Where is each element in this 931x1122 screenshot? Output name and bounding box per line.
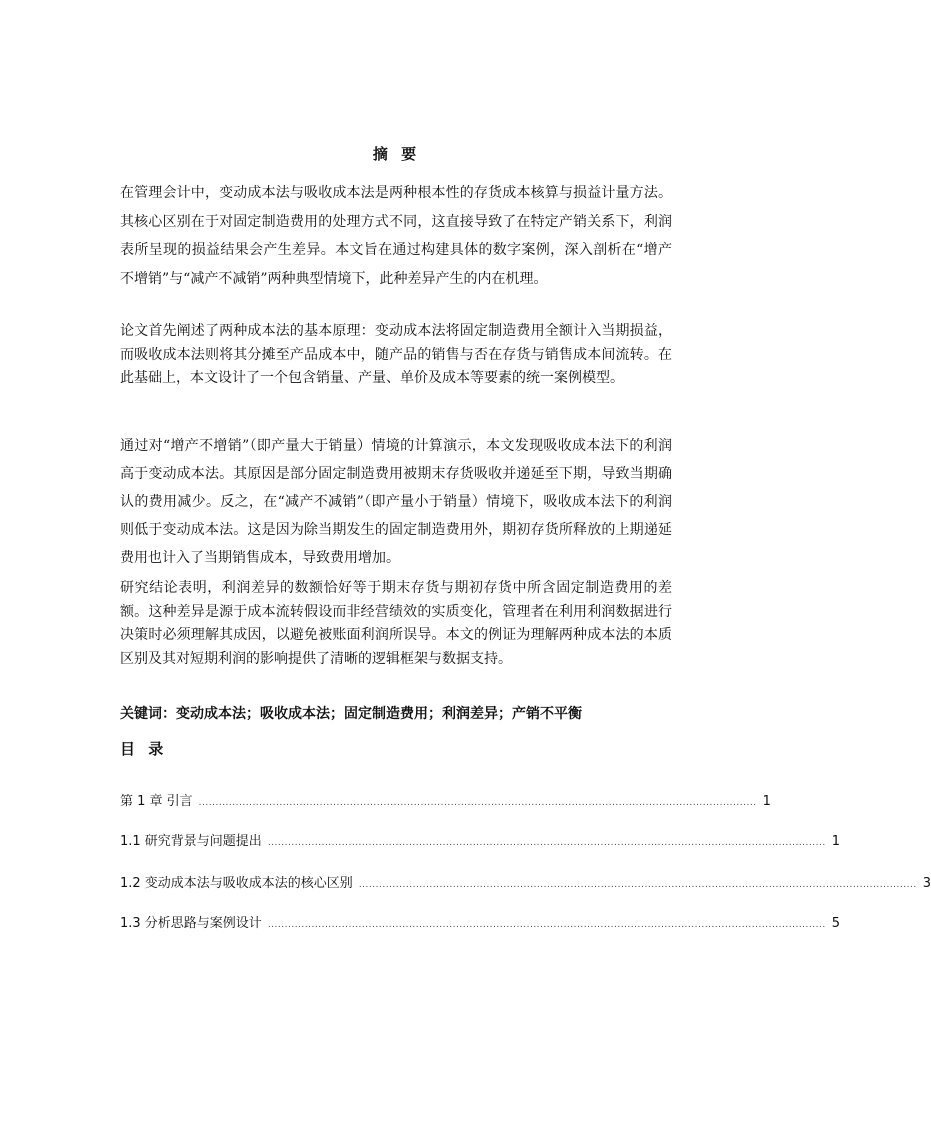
toc-dot-leader: ...................................................................................................................................................................... <box>267 838 826 848</box>
toc-dot-leader: ...................................................................................................................................................................... <box>358 880 917 890</box>
toc-entry-page: 5 <box>831 916 840 931</box>
toc-entry-label: 第 1 章 引言 <box>120 794 193 809</box>
abstract-title: 摘 要 <box>372 145 421 163</box>
toc-entry-1-2[interactable] <box>120 872 931 892</box>
toc-entry-1-1[interactable] <box>120 830 840 850</box>
toc-entry-page: 1 <box>762 794 771 809</box>
toc-title: 目 录 <box>120 740 168 758</box>
abstract-paragraph-3: 通过对“增产不增销”（即产量大于销量）情境的计算演示，本文发现吸收成本法下的利润高于变动成本法。其原因是部分固定制造费用被期末存货吸收并递延至下期，导致当期确认的费用减少。反之，在“减产不减销”（即产量小于销量）情境下，吸收成本法下的利润则低于变动成本法。这是因为除当期发生的固定制造费用外，期初存货所释放的上期递延费用也计入了当期销售成本，导致费用增加。 <box>120 438 672 566</box>
toc-entry-chapter-1[interactable] <box>120 790 771 810</box>
toc-dot-leader: ...................................................................................................................................................................... <box>198 798 757 808</box>
toc-entry-page: 1 <box>831 834 840 849</box>
toc-dot-leader: ...................................................................................................................................................................... <box>267 920 826 930</box>
toc-entry-page: 3 <box>922 876 931 891</box>
toc-entry-1-3[interactable] <box>120 912 840 932</box>
abstract-paragraph-2: 论文首先阐述了两种成本法的基本原理：变动成本法将固定制造费用全额计入当期损益，而吸收成本法则将其分摊至产品成本中，随产品的销售与否在存货与销售成本间流转。在此基础上，本文设计了一个包含销量、产量、单价及成本等要素的统一案例模型。 <box>120 323 672 386</box>
toc-entry-label: 1.2 变动成本法与吸收成本法的核心区别 <box>120 876 353 891</box>
abstract-paragraph-1: 在管理会计中，变动成本法与吸收成本法是两种根本性的存货成本核算与损益计量方法。其核心区别在于对固定制造费用的处理方式不同，这直接导致了在特定产销关系下，利润表所呈现的损益结果会产生差异。本文旨在通过构建具体的数字案例，深入剖析在“增产不增销”与“减产不减销”两种典型情境下，此种差异产生的内在机理。 <box>120 185 672 287</box>
keywords-line: 关键词：变动成本法；吸收成本法；固定制造费用；利润差异；产销不平衡 <box>120 706 582 722</box>
toc-entry-label: 1.3 分析思路与案例设计 <box>120 916 262 931</box>
abstract-paragraph-4: 研究结论表明，利润差异的数额恰好等于期末存货与期初存货中所含固定制造费用的差额。这种差异是源于成本流转假设而非经营绩效的实质变化，管理者在利用利润数据进行决策时必须理解其成因，以避免被账面利润所误导。本文的例证为理解两种成本法的本质区别及其对短期利润的影响提供了清晰的逻辑框架与数据支持。 <box>120 580 672 667</box>
toc-entry-label: 1.1 研究背景与问题提出 <box>120 834 262 849</box>
